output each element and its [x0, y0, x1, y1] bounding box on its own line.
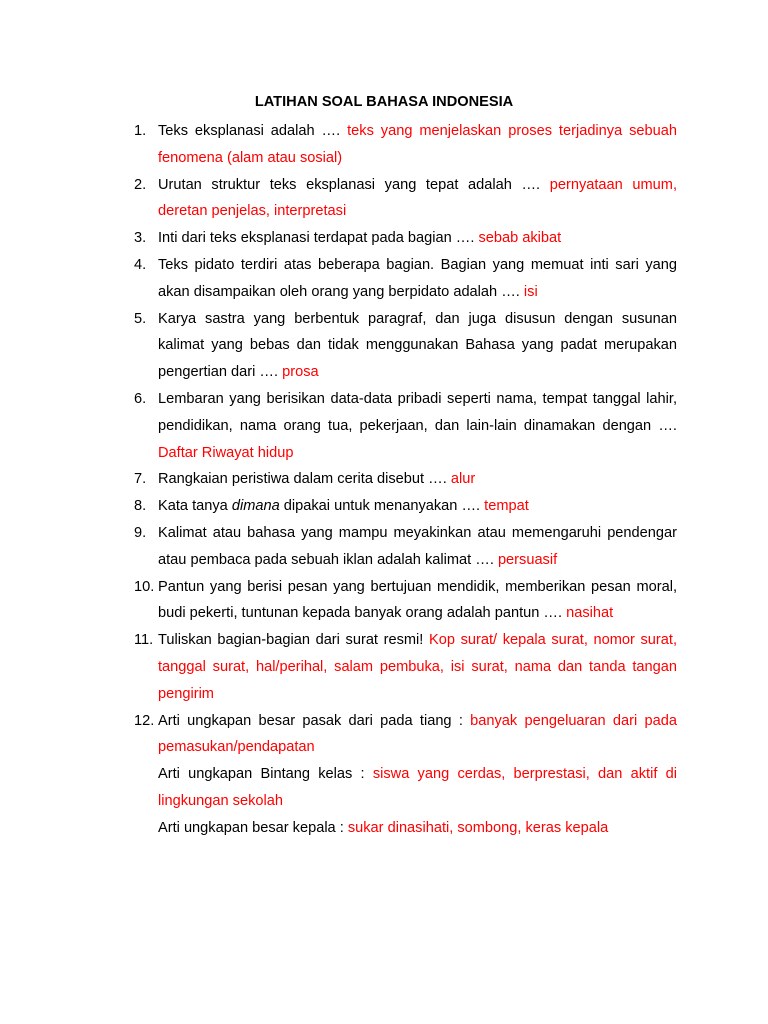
item-number: 3.	[134, 230, 147, 247]
list-item	[134, 520, 677, 574]
answer-text: nasihat	[566, 605, 614, 622]
list-item	[134, 172, 677, 226]
item-number: 9.	[134, 524, 147, 541]
list-item-continuation	[134, 761, 677, 815]
question-text: Urutan struktur teks eksplanasi yang tepat adalah ….	[158, 176, 550, 193]
list-item	[134, 466, 677, 493]
question-text: Arti ungkapan besar pasak dari pada tiang :	[158, 712, 471, 729]
answer-text: isi	[523, 283, 538, 300]
question-text: Rangkaian peristiwa dalam cerita disebut ….	[158, 471, 451, 488]
answer-text: Kop surat/ kepala surat, nomor surat, tanggal surat, hal/perihal, salam pembuka, isi surat, nama dan tanda tangan pengirim	[158, 632, 678, 702]
page-title: LATIHAN SOAL BAHASA INDONESIA	[254, 94, 514, 110]
item-number: 2.	[134, 176, 147, 193]
answer-text: banyak pengeluaran dari pada pemasukan/pendapatan	[158, 712, 677, 756]
answer-text: sebab akibat	[478, 230, 562, 247]
answer-text: teks yang menjelaskan proses terjadinya sebuah fenomena (alam atau sosial)	[158, 123, 677, 166]
list-item	[134, 574, 677, 628]
item-number: 8.	[134, 498, 147, 515]
question-text: Arti ungkapan besar kepala :	[158, 819, 348, 836]
question-text: Teks pidato terdiri atas beberapa bagian. Bagian yang memuat inti sari yang akan disampaikan oleh orang yang berpidato adalah ….	[158, 256, 677, 300]
answer-text: tempat	[484, 498, 529, 515]
answer-text: sukar dinasihati, sombong, keras kepala	[347, 819, 609, 836]
question-text: Teks eksplanasi adalah ….	[158, 123, 348, 139]
item-number: 5.	[134, 310, 147, 327]
list-item	[134, 252, 677, 306]
question-text: Lembaran yang berisikan data-data pribadi seperti nama, tempat tanggal lahir, pendidikan, nama orang tua, pekerjaan, dan lain-lain dinamakan dengan ….	[158, 390, 677, 434]
question-emphasis: dimana	[231, 498, 280, 515]
question-text: Tuliskan bagian-bagian dari surat resmi!	[158, 632, 429, 649]
answer-text: Daftar Riwayat hidup	[158, 444, 294, 461]
list-item	[134, 493, 677, 520]
question-text: Arti ungkapan Bintang kelas :	[158, 766, 373, 783]
list-item	[134, 225, 677, 252]
question-text: Karya sastra yang berbentuk paragraf, dan juga disusun dengan susunan kalimat yang bebas dan tidak menggunakan Bahasa yang padat merupakan pengertian dari ….	[158, 310, 677, 381]
item-number: 4.	[134, 256, 147, 273]
item-number: 6.	[134, 390, 147, 407]
item-number: 10.	[134, 578, 155, 595]
item-number: 11.	[134, 632, 154, 649]
list-item	[134, 118, 677, 172]
question-text: Pantun yang berisi pesan yang bertujuan mendidik, memberikan pesan moral, budi pekerti, tuntunan kepada banyak orang adalah pantun ….	[158, 578, 677, 622]
answer-text: alur	[450, 471, 476, 488]
question-text: Inti dari teks eksplanasi terdapat pada bagian ….	[158, 230, 479, 247]
item-number: 1.	[134, 123, 147, 139]
item-number: 7.	[134, 471, 147, 488]
answer-text: prosa	[282, 364, 319, 381]
list-item	[134, 386, 677, 466]
list-item-continuation	[134, 815, 677, 842]
answer-text: persuasif	[497, 551, 558, 568]
question-text: Kalimat atau bahasa yang mampu meyakinkan atau memengaruhi pendengar atau pembaca pada sebuah iklan adalah kalimat ….	[158, 524, 677, 568]
question-text: dipakai untuk menanyakan ….	[279, 498, 485, 515]
answer-text: siswa yang cerdas, berprestasi, dan aktif di lingkungan sekolah	[158, 766, 677, 809]
answer-text: pernyataan umum, deretan penjelas, interpretasi	[158, 176, 677, 220]
item-number: 12.	[134, 712, 155, 729]
list-item	[134, 708, 677, 762]
list-item	[134, 306, 677, 386]
list-item	[134, 627, 677, 707]
question-text: Kata tanya	[158, 498, 232, 515]
question-list	[134, 118, 677, 842]
